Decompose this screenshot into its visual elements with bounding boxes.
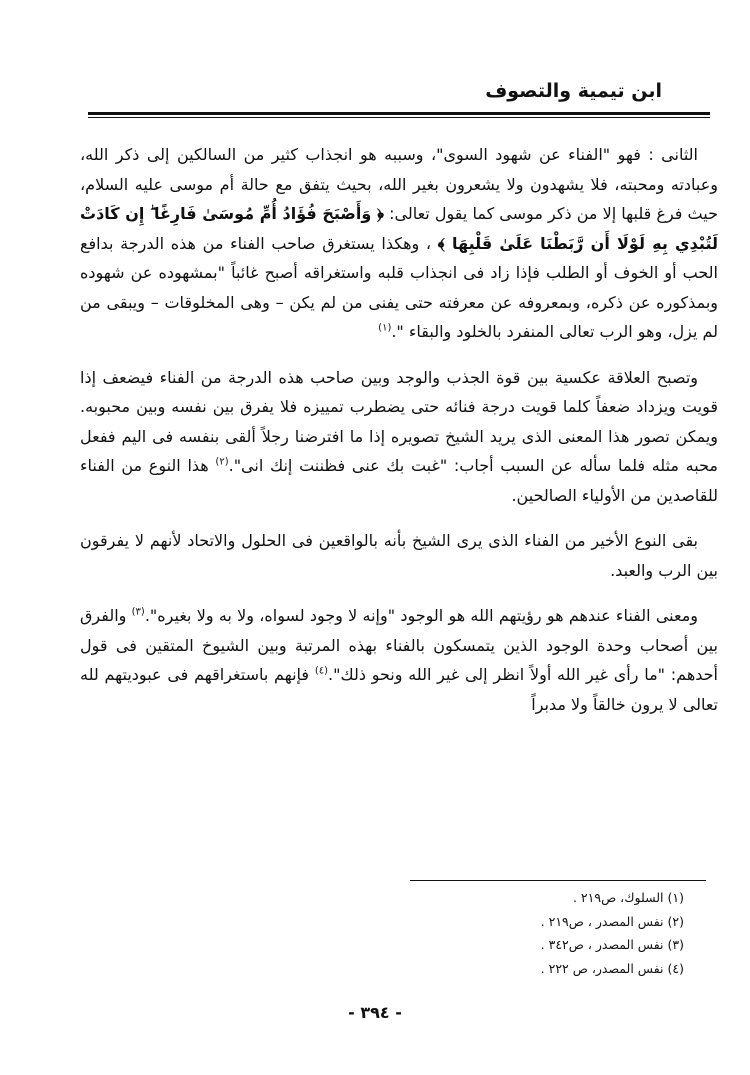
footnote-item: (٢) نفس المصدر ، ص٢١٩ . [540,913,684,929]
footnotes-list [384,886,684,980]
paragraph-4-text-a: ومعنى الفناء عندهم هو رؤيتهم الله هو الوجود "وإنه لا وجود لسواه، ولا به ولا بغيره". [144,606,699,625]
running-header-title: ابن تيمية والتصوف [485,80,662,102]
footnote-ref-3[interactable]: (٣) [131,606,145,618]
main-text [80,140,718,735]
page-number: - ٣٩٤ - [348,1003,402,1022]
footnote-ref-1[interactable]: (١) [378,322,392,334]
paragraph-4 [80,601,718,719]
footnote-item: (٤) نفس المصدر، ص ٢٢٢ . [540,960,684,976]
footnote-ref-4[interactable]: (٤) [314,665,329,677]
footnote-item: (٣) نفس المصدر ، ص٣٤٢ . [540,937,684,952]
paragraph-3: بقى النوع الأخير من الفناء الذى يرى الشيخ بأنه بالواقعين فى الحلول والاتحاد لأنهم لا يفرقون بين الرب والعبد. [80,531,718,580]
paragraph-4-text-c: فإنهم باستغراقهم فى عبوديتهم لله تعالى لا يرون خالقاً ولا مدبراً [80,665,718,714]
header-rule-thick [88,112,710,115]
footnote-item: (١) السلوك، ص٢١٩ . [572,890,684,905]
paragraph-2-text-a: وتصبح العلاقة عكسية بين قوة الجذب والوجد وبين صاحب هذه الدرجة من الفناء فيضعف إذا قويت ويزداد ضعفاً كلما قويت درجة فنائه حتى يضطرب تمييزه فلا يفرق بين نفسه وبين محبوبه. ويمكن تصور هذا المعنى الذى يريد الشيخ تصويره إذا ما افترضنا رجلاً ألقى بنفسه فى اليم ففعل محبه مثله فلما سأله عن السبب أجاب: "غبت بك عنى فظننت إنك انى". [80,367,718,475]
paragraph-2 [80,363,718,511]
paragraph-1-text-b: ، وهكذا يستغرق صاحب الفناء من هذه الدرجة بدافع الحب أو الخوف أو الطلب فإذا زاد فى انجذاب قلبه واستغراقه أصبح غائباً "بمشهوده عن شهوده وبمذكوره عن ذكره، وبمعروفه عن معرفته حتى يفنى من لم يكن – وهى المخلوقات – ويبقى من لم يزل، وهو الرب تعالى المنفرد بالخلود والبقاء ". [80,233,718,341]
footnote-ref-2[interactable]: (٢) [215,456,229,468]
quran-verse: ﴿ وَأَصْبَحَ فُؤَادُ أُمِّ مُوسَىٰ فَارِغًا ۖ إِن كَادَتْ لَتُبْدِي بِهِ لَوْلَا أَن رَّبَطْنَا عَلَىٰ قَلْبِهَا ﴾ [80,204,718,253]
footnote-divider [410,880,706,881]
paragraph-4-text-b: والفرق بين أصحاب وحدة الوجود الذين يتمسكون بالفناء بهذه المرتبة وبين الشيوخ المتقين فى قول أحدهم: "ما رأى غير الله أولاً انظر إلى غير الله ونحو ذلك". [80,606,718,684]
header-rule-thin [88,117,710,118]
paragraph-1 [80,140,718,347]
paragraph-2-text-b: هذا النوع من الفناء للقاصدين من الأولياء الصالحين. [80,456,718,505]
paragraph-1-text-a: الثانى : فهو "الفناء عن شهود السوى"، وسببه هو انجذاب كثير من السالكين إلى ذكر الله، وعبادته ومحبته، فلا يشهدون ولا يشعرون بغير الله، بحيث يتفق مع حالة أم موسى عليه السلام، حيث فرغ قلبها إلا من ذكر موسى كما يقول تعالى: [80,145,718,223]
